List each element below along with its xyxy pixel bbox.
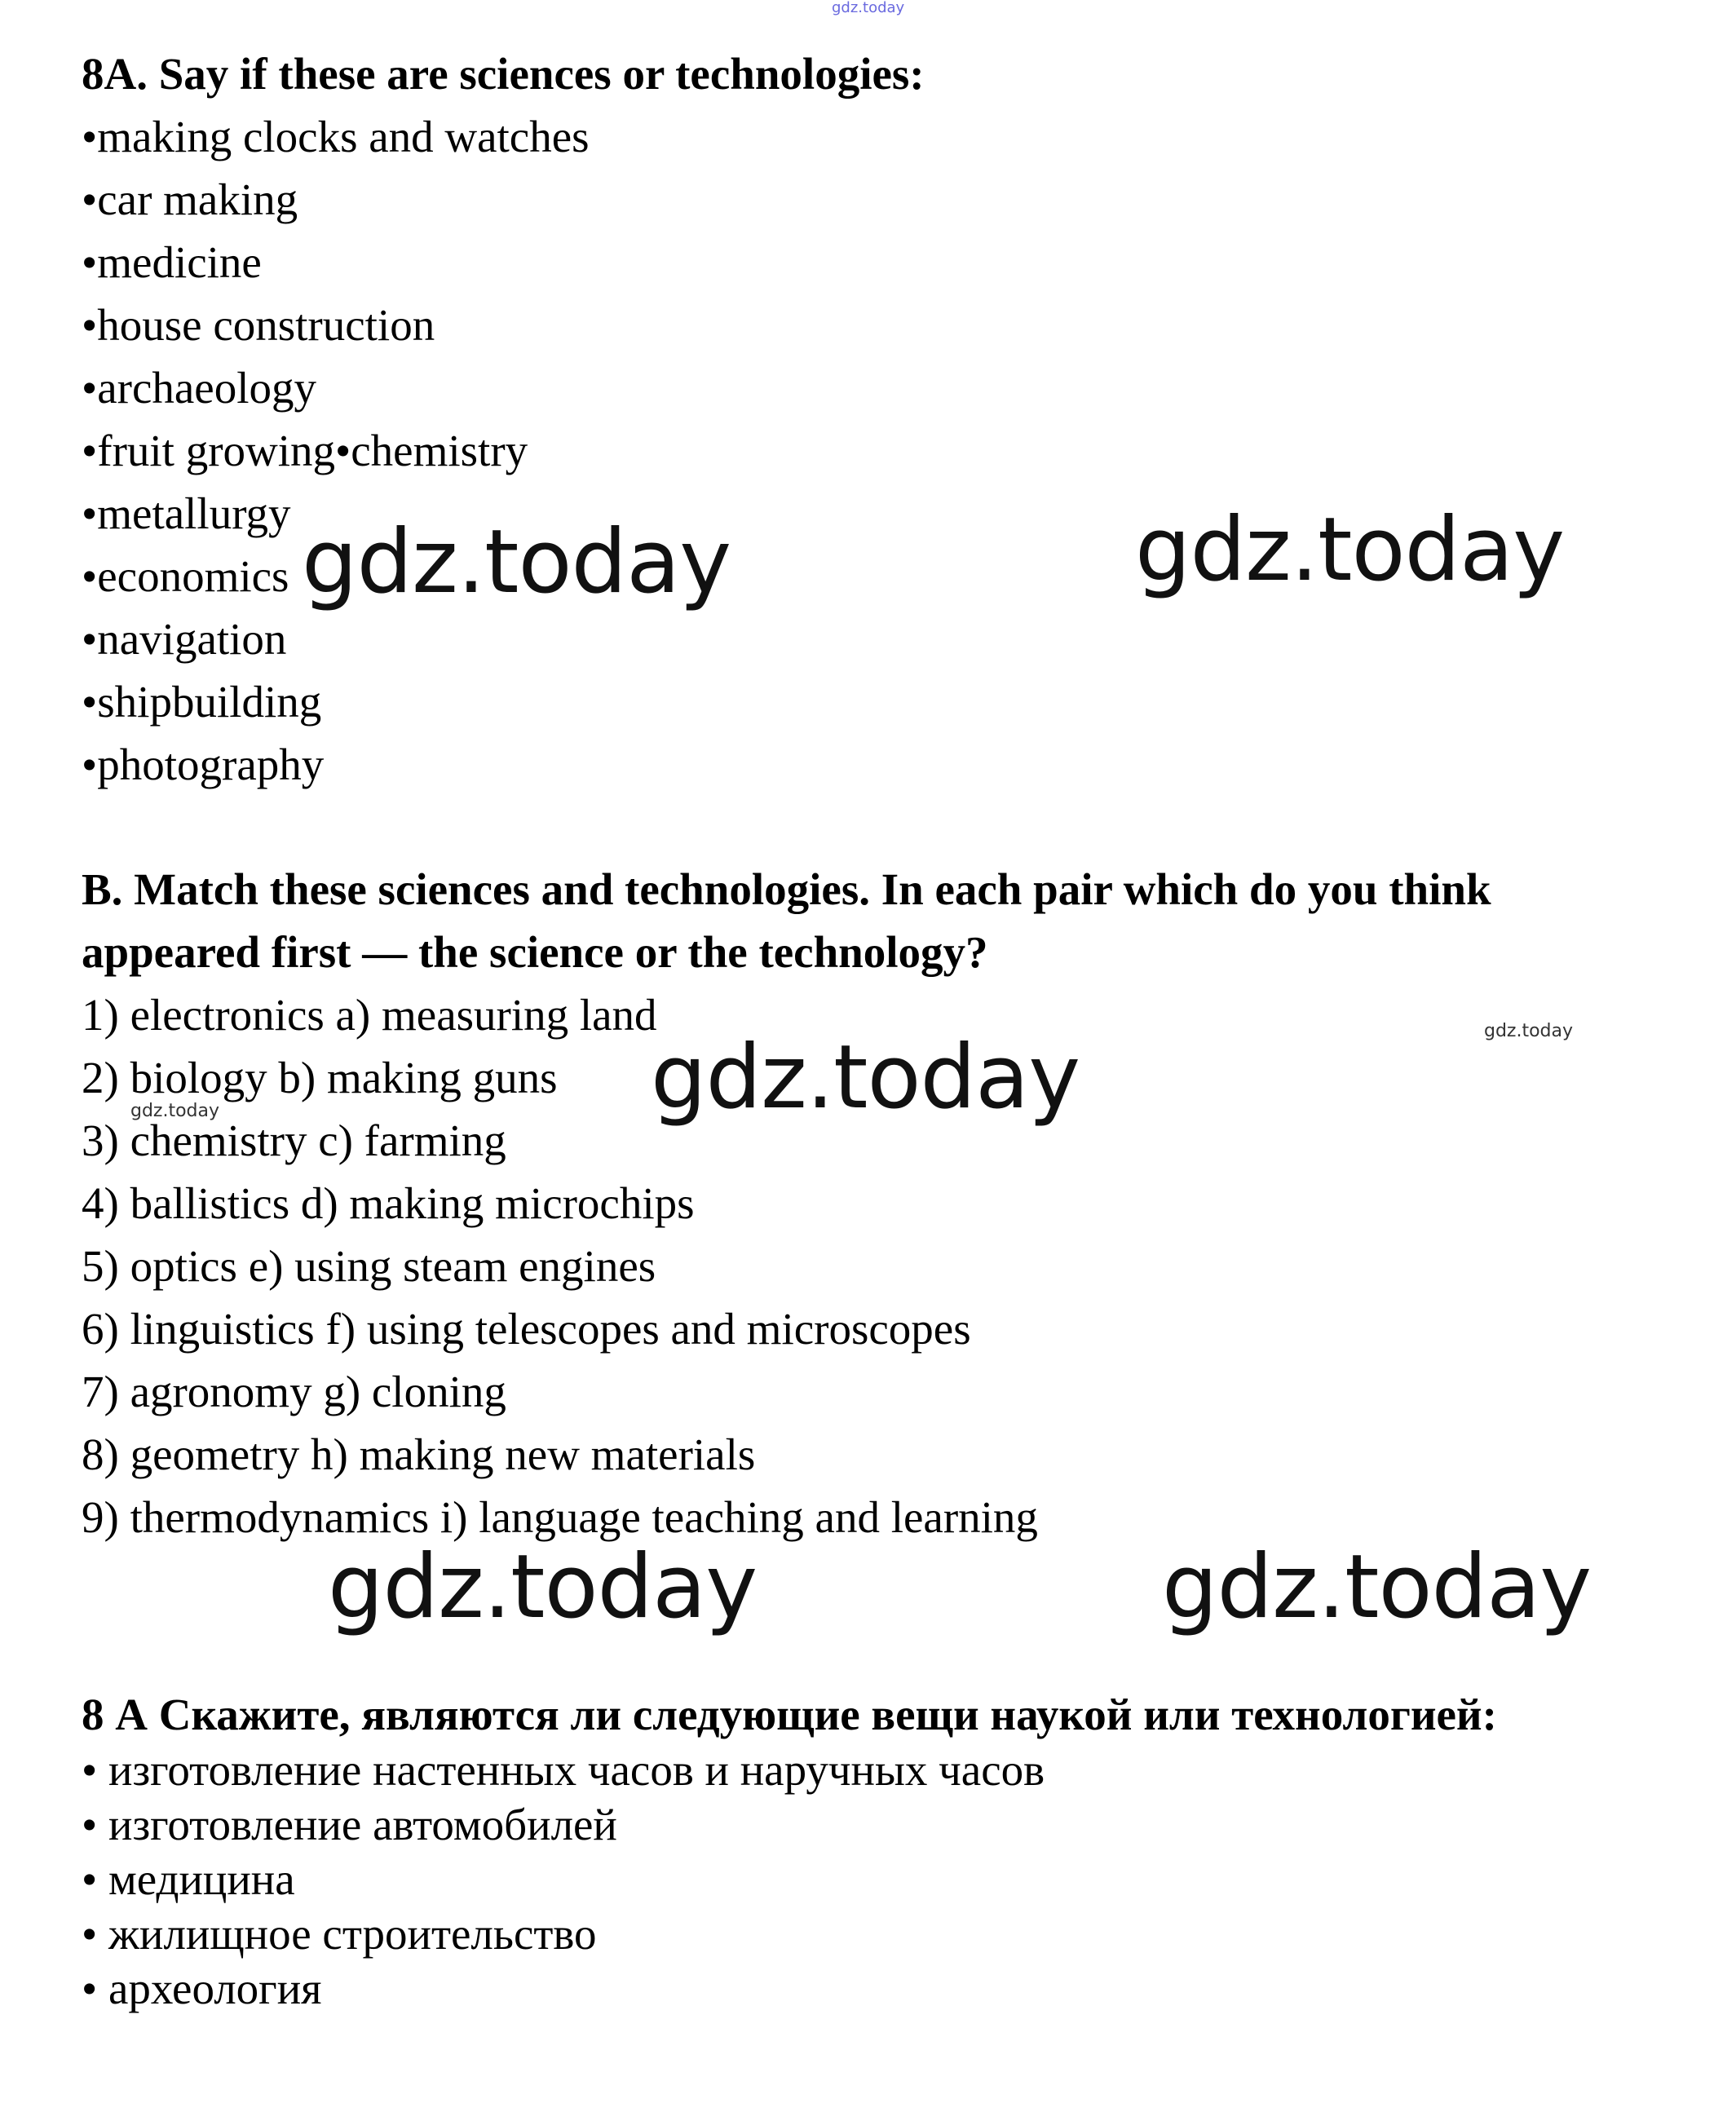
section-b-item: 4) ballistics d) making microchips [82,1178,695,1228]
section-a-item: •shipbuilding [82,677,322,727]
section-a-item: •medicine [82,237,262,287]
section-ru-item: • жилищное строительство [82,1909,597,1959]
watermark-top: gdz.today [832,0,905,16]
section-a-item: •house construction [82,300,435,350]
section-a-item: •economics [82,551,289,601]
watermark-small-1: gdz.today [1484,1021,1574,1041]
section-ru-item: • археология [82,1964,322,2013]
section-b-item: 6) linguistics f) using telescopes and microscopes [82,1304,971,1354]
section-b-heading-line2: appeared first — the science or the technology? [82,927,988,977]
section-b-item: 3) chemistry c) farming [82,1116,506,1165]
section-a-item: •metallurgy [82,488,291,538]
watermark-2: gdz.today [1135,499,1565,601]
section-b-item: 2) biology b) making guns [82,1053,558,1102]
section-b-heading-line1: B. Match these sciences and technologies. In each pair which do you think [82,864,1491,914]
section-b-item: 9) thermodynamics i) language teaching and learning [82,1492,1038,1542]
section-a-item: •fruit growing•chemistry [82,426,528,475]
watermark-3: gdz.today [651,1027,1080,1129]
section-ru-heading: 8 А Скажите, являются ли следующие вещи наукой или технологией: [82,1690,1497,1739]
watermark-1: gdz.today [302,511,731,613]
section-ru-item: • изготовление настенных часов и наручных часов [82,1745,1045,1795]
section-a-item: •archaeology [82,363,316,413]
section-b-item: 1) electronics a) measuring land [82,990,657,1040]
section-a-item: •photography [82,740,325,789]
section-b-item: 7) agronomy g) cloning [82,1367,506,1416]
watermark-4: gdz.today [328,1536,758,1638]
watermark-5: gdz.today [1162,1536,1592,1638]
section-a-item: •making clocks and watches [82,112,590,161]
section-ru-item: • изготовление автомобилей [82,1800,617,1849]
section-ru-item: • медицина [82,1854,295,1904]
section-a-heading: 8A. Say if these are sciences or technologies: [82,49,925,99]
section-b-item: 5) optics e) using steam engines [82,1241,656,1291]
section-a-item: •car making [82,175,298,224]
section-b-item: 8) geometry h) making new materials [82,1429,756,1479]
section-a-item: •navigation [82,614,287,664]
watermark-small-2: gdz.today [130,1101,220,1121]
